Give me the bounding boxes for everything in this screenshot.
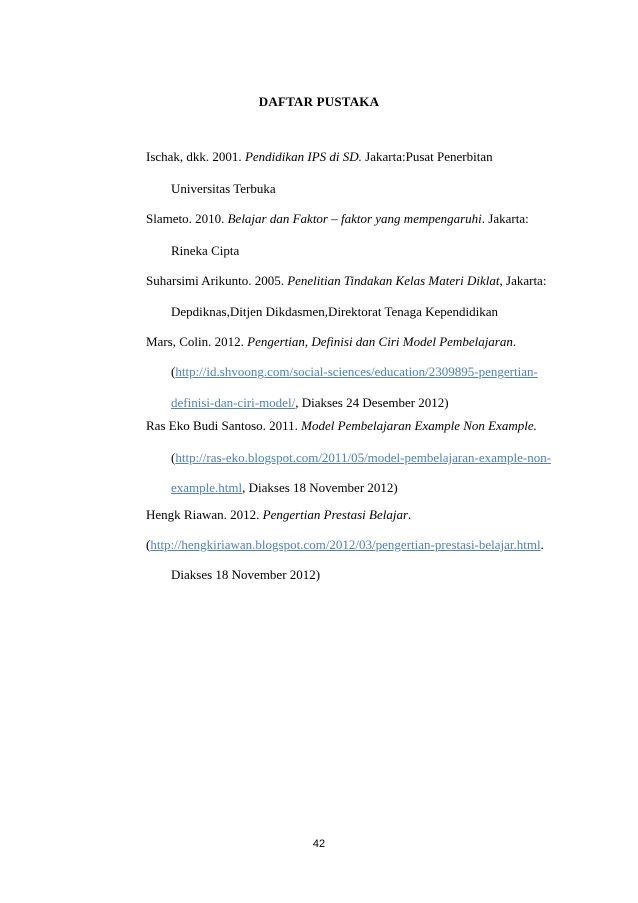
reference-publisher: , Jakarta: <box>499 273 547 288</box>
reference-3-line-2: Depdiknas,Ditjen Dikdasmen,Direktorat Tenaga Kependidikan <box>171 304 499 319</box>
reference-1-line-1 <box>146 149 493 165</box>
reference-publisher: . Jakarta: <box>481 211 529 226</box>
reference-author-year: Ischak, dkk. 2001. <box>146 149 245 164</box>
reference-title: Belajar dan Faktor – faktor yang mempengaruhi <box>227 211 482 226</box>
reference-4-line-1 <box>146 334 516 350</box>
reference-1-line-2: Universitas Terbuka <box>171 181 276 196</box>
reference-link[interactable]: http://hengkiriawan.blogspot.com/2012/03/pengertian-prestasi-belajar.html <box>150 537 541 552</box>
reference-suffix: . <box>540 537 544 552</box>
reference-title: Pendidikan IPS di SD. <box>244 149 362 164</box>
reference-6-line-3 <box>171 567 320 583</box>
reference-link[interactable]: http://ras-eko.blogspot.com/2011/05/model-pembelajaran-example-non- <box>175 450 552 465</box>
reference-6-line-1 <box>146 507 411 523</box>
reference-publisher: . <box>512 334 517 349</box>
page-title: DAFTAR PUSTAKA <box>258 94 380 109</box>
reference-3-line-1 <box>146 273 546 289</box>
reference-title: Penelitian Tindakan Kelas Materi Diklat <box>287 273 500 288</box>
reference-2-line-1 <box>146 211 529 227</box>
reference-4-line-3 <box>171 395 449 411</box>
reference-author-year: Slameto. 2010. <box>146 211 228 226</box>
reference-author-year: Hengk Riawan. 2012. <box>146 507 263 522</box>
reference-accessed: Diakses 18 November 2012) <box>171 567 321 582</box>
reference-author-year: Mars, Colin. 2012. <box>146 334 248 349</box>
reference-2-line-2: Rineka Cipta <box>171 243 240 258</box>
reference-publisher: . <box>408 507 412 522</box>
reference-accessed: , Diakses 18 November 2012) <box>242 480 398 495</box>
reference-6-line-2 <box>146 537 544 553</box>
reference-author-year: Suharsimi Arikunto. 2005. <box>146 273 288 288</box>
reference-author-year: Ras Eko Budi Santoso. 2011. <box>146 418 302 433</box>
reference-title: Pengertian Prestasi Belajar <box>262 507 409 522</box>
reference-link[interactable]: definisi-dan-ciri-model/ <box>171 395 296 410</box>
reference-5-line-1 <box>146 418 537 434</box>
reference-paren: ( <box>146 537 151 552</box>
reference-5-line-3 <box>171 480 398 496</box>
reference-4-line-2 <box>171 364 538 380</box>
reference-link[interactable]: example.html <box>171 480 243 495</box>
reference-title: Model Pembelajaran Example Non Example. <box>301 418 537 433</box>
reference-accessed: , Diakses 24 Desember 2012) <box>295 395 449 410</box>
reference-5-line-2 <box>171 450 551 466</box>
reference-paren: ( <box>171 364 176 379</box>
reference-publisher: Jakarta:Pusat Penerbitan <box>361 149 493 164</box>
reference-paren: ( <box>171 450 176 465</box>
page-number: 42 <box>312 838 326 850</box>
reference-title: Pengertian, Definisi dan Ciri Model Pembelajaran <box>247 334 513 349</box>
reference-link[interactable]: http://id.shvoong.com/social-sciences/education/2309895-pengertian- <box>175 364 538 379</box>
